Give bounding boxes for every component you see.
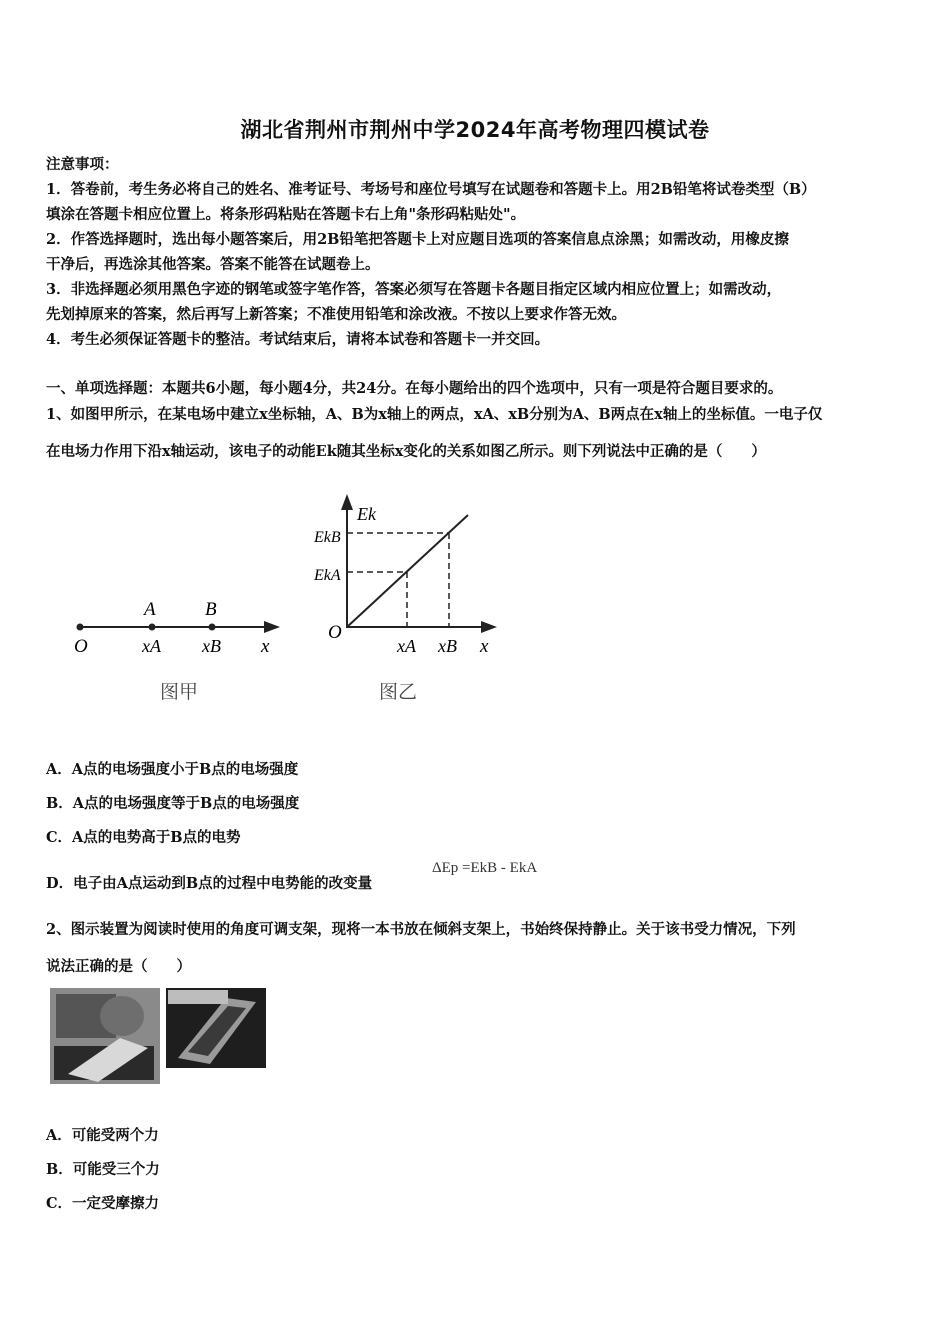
notice-line: 3．非选择题必须用黑色字迹的钢笔或签字笔作答，答案必须写在答题卡各题目指定区域内相应位置上；如需改动， — [46, 281, 782, 298]
notice-line: 4．考生必须保证答题卡的整洁。考试结束后，请将本试卷和答题卡一并交回。 — [46, 331, 550, 348]
jia-point-b — [209, 624, 216, 631]
q1-option-b: B．A点的电场强度等于B点的电场强度 — [46, 795, 300, 812]
page-title: 湖北省荆州市荆州中学2024年高考物理四模试卷 — [240, 118, 710, 142]
yi-label-xa: xA — [397, 636, 416, 656]
notice-line: 2．作答选择题时，选出每小题答案后，用2B铅笔把答题卡上对应题目选项的答案信息点涂黑；如需改动，用橡皮擦 — [46, 231, 789, 248]
jia-label-xb: xB — [202, 636, 221, 656]
q1-stem-line2: 在电场力作用下沿x轴运动，该电子的动能Ek随其坐标x变化的关系如图乙所示。则下列说法中正确的是（ ） — [46, 443, 766, 460]
q2-option-c: C．一定受摩擦力 — [46, 1195, 160, 1212]
q1-option-d-formula: ΔEp =EkB - EkA — [432, 860, 538, 876]
notice-line: 先划掉原来的答案，然后再写上新答案；不准使用铅笔和涂改液。不按以上要求作答无效。 — [46, 306, 626, 323]
q2-photo — [50, 988, 270, 1086]
yi-label-o: O — [328, 622, 342, 643]
jia-label-o: O — [74, 636, 88, 657]
jia-label-b: B — [205, 599, 217, 620]
jia-label-a: A — [144, 599, 156, 620]
q2-stem-line2: 说法正确的是（ ） — [46, 958, 191, 975]
q1-option-d: D．电子由A点运动到B点的过程中电势能的改变量 — [46, 875, 373, 892]
yi-ek-line — [347, 515, 468, 627]
q1-option-c: C．A点的电势高于B点的电势 — [46, 829, 241, 846]
yi-label-eka: EkA — [314, 567, 341, 584]
q1-figure — [60, 490, 520, 715]
yi-x-arrow-icon — [481, 621, 497, 633]
notice-line: 干净后，再选涂其他答案。答案不能答在试题卷上。 — [46, 256, 380, 273]
jia-label-xa: xA — [142, 636, 161, 656]
yi-label-x: x — [480, 636, 489, 657]
yi-y-arrow-icon — [341, 494, 353, 510]
yi-label-ekb: EkB — [314, 529, 341, 546]
notice-line: 1．答卷前，考生务必将自己的姓名、准考证号、考场号和座位号填写在试题卷和答题卡上。用2B铅笔将试卷类型（B） — [46, 181, 816, 198]
q2-option-a: A．可能受两个力 — [46, 1127, 159, 1144]
q2-option-b: B．可能受三个力 — [46, 1161, 160, 1178]
photo-left-head — [100, 996, 144, 1036]
jia-origin-point — [77, 624, 84, 631]
q2-stem-line1: 2、图示装置为阅读时使用的角度可调支架，现将一本书放在倾斜支架上，书始终保持静止。关于该书受力情况，下列 — [46, 921, 796, 938]
section-heading: 一、单项选择题：本题共6小题，每小题4分，共24分。在每小题给出的四个选项中，只有一项是符合题目要求的。 — [46, 380, 783, 397]
jia-axis-arrow-icon — [264, 621, 280, 633]
photo-right-top — [168, 990, 228, 1004]
notice-heading: 注意事项： — [46, 156, 119, 173]
q1-stem-line1: 1、如图甲所示，在某电场中建立x坐标轴，A、B为x轴上的两点，xA、xB分别为A、B两点在x轴上的坐标值。一电子仅 — [46, 406, 823, 423]
yi-label-ek: Ek — [357, 504, 376, 524]
q1-option-a: A．A点的电场强度小于B点的电场强度 — [46, 761, 299, 778]
yi-label-xb: xB — [438, 636, 457, 656]
yi-caption: 图乙 — [379, 681, 418, 703]
jia-label-x: x — [261, 636, 270, 657]
notice-line: 填涂在答题卡相应位置上。将条形码粘贴在答题卡右上角"条形码粘贴处"。 — [46, 206, 526, 223]
jia-point-a — [149, 624, 156, 631]
jia-caption: 图甲 — [160, 681, 199, 703]
